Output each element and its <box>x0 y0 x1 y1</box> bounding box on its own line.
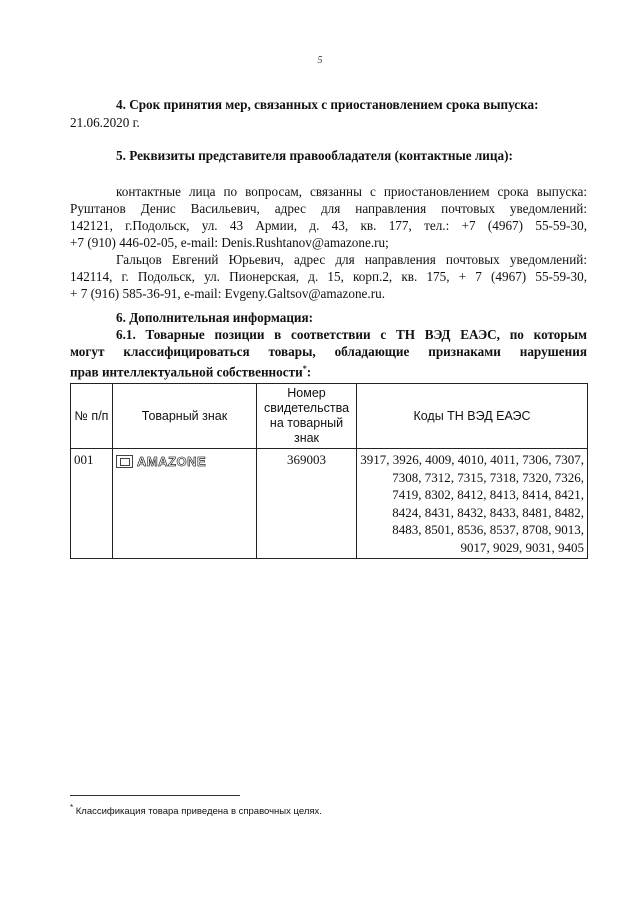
row-certificate: 369003 <box>257 449 357 559</box>
page-number: 5 <box>317 55 323 66</box>
header-num: № п/п <box>71 384 113 449</box>
footnote-star: * <box>70 803 74 812</box>
table-header-row <box>71 384 588 449</box>
section4-date: 21.06.2020 г. <box>70 115 140 130</box>
contact-line-6: 142114, г. Подольск, ул. Пионерская, д. 15, корп.2, кв. 175, + 7 (4967) 55-59-30, <box>70 269 587 284</box>
contact-line-3: 142121, г.Подольск, ул. 43 Армии, д. 43, кв. 177, тел.: +7 (4967) 55-59-30, <box>70 218 587 233</box>
section61-line-2: могут классифицироваться товары, обладающие признаками нарушения <box>70 344 587 359</box>
logo-wordmark: AMAZONE <box>137 454 207 469</box>
section61-colon: : <box>306 364 312 380</box>
header-trademark: Товарный знак <box>113 384 257 449</box>
footnote-divider <box>70 795 240 796</box>
contact-line-4: +7 (910) 446-02-05, e-mail: Denis.Rushtanov@amazone.ru; <box>70 235 389 250</box>
section61-line-1: 6.1. Товарные позиции в соответствии с ТН ВЭД ЕАЭС, по которым <box>116 327 587 342</box>
section4-heading: 4. Срок принятия мер, связанных с приостановлением срока выпуска: <box>116 97 539 112</box>
section6-heading: 6. Дополнительная информация: <box>116 310 314 325</box>
header-certificate: Номер свидетельства на товарный знак <box>257 384 357 449</box>
trademark-logo <box>116 451 253 471</box>
goods-table <box>70 383 588 559</box>
row-codes: 3917, 3926, 4009, 4010, 4011, 7306, 7307, 7308, 7312, 7315, 7318, 7320, 7326, 7419, 8302, 8412, 8413, 8414, 8421, 8424, 8431, 8432, 8433, 8481, 8482, 8483, 8501, 8536, 8537, 8708, 9013, 9017, 9029, 9031, 9405 <box>357 449 588 559</box>
contact-line-7: + 7 (916) 585-36-91, e-mail: Evgeny.Galtsov@amazone.ru. <box>70 286 385 301</box>
section5-heading: 5. Реквизиты представителя правообладателя (контактные лица): <box>116 148 513 163</box>
footnote <box>70 803 322 817</box>
row-num: 001 <box>71 449 113 559</box>
contact-line-2: Руштанов Денис Васильевич, адрес для направления почтовых уведомлений: <box>70 201 587 216</box>
row-trademark <box>113 449 257 559</box>
section61-line-3 <box>70 360 311 380</box>
contact-line-5: Гальцов Евгений Юрьевич, адрес для направления почтовых уведомлений: <box>116 252 587 267</box>
footnote-text: Классификация товара приведена в справочных целях. <box>75 806 322 818</box>
header-codes: Коды ТН ВЭД ЕАЭС <box>357 384 588 449</box>
footnote-mark: * <box>302 364 307 373</box>
contact-line-1: контактные лица по вопросам, связанны с приостановлением срока выпуска: <box>116 184 587 199</box>
section61-line-3-text: прав интеллектуальной собственности <box>70 364 303 380</box>
table-row <box>71 449 588 559</box>
logo-emblem-icon <box>116 455 133 468</box>
